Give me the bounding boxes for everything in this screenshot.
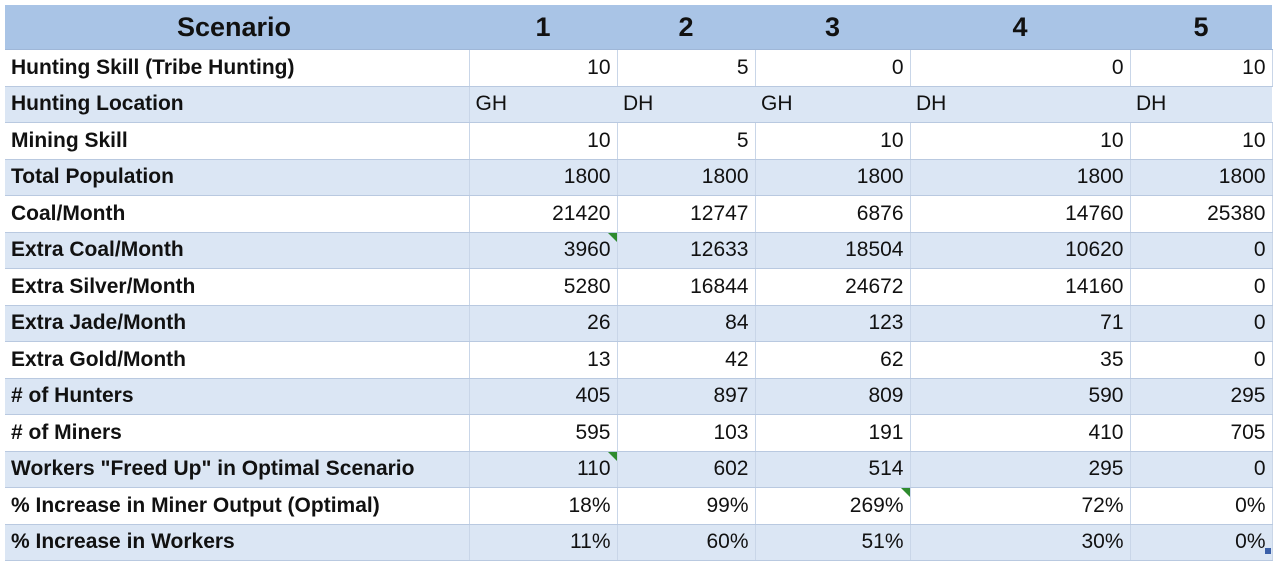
cell-scenario-3[interactable]: GH	[755, 86, 910, 123]
cell-scenario-5[interactable]: DH	[1130, 86, 1272, 123]
cell-scenario-1[interactable]: GH	[469, 86, 617, 123]
cell-scenario-4[interactable]: 14160	[910, 269, 1130, 306]
cell-scenario-1[interactable]: 110	[469, 451, 617, 488]
cell-scenario-2[interactable]: 60%	[617, 524, 755, 561]
cell-scenario-2[interactable]: 5	[617, 50, 755, 87]
cell-scenario-3[interactable]: 6876	[755, 196, 910, 233]
cell-scenario-2[interactable]: 897	[617, 378, 755, 415]
cell-scenario-3[interactable]: 1800	[755, 159, 910, 196]
cell-scenario-3[interactable]: 10	[755, 123, 910, 160]
cell-scenario-1[interactable]: 21420	[469, 196, 617, 233]
cell-scenario-4[interactable]: 14760	[910, 196, 1130, 233]
cell-scenario-3[interactable]: 24672	[755, 269, 910, 306]
cell-scenario-5[interactable]: 0%	[1130, 524, 1272, 561]
row-label[interactable]: Total Population	[5, 159, 469, 196]
row-label[interactable]: Hunting Skill (Tribe Hunting)	[5, 50, 469, 87]
row-label[interactable]: Coal/Month	[5, 196, 469, 233]
cell-scenario-4[interactable]: 10620	[910, 232, 1130, 269]
cell-scenario-3[interactable]: 809	[755, 378, 910, 415]
cell-scenario-1[interactable]: 595	[469, 415, 617, 452]
cell-scenario-4[interactable]: 10	[910, 123, 1130, 160]
row-label[interactable]: Extra Jade/Month	[5, 305, 469, 342]
row-label[interactable]: Mining Skill	[5, 123, 469, 160]
cell-scenario-3[interactable]: 51%	[755, 524, 910, 561]
cell-scenario-4[interactable]: 71	[910, 305, 1130, 342]
table-row	[5, 524, 1272, 561]
cell-scenario-5[interactable]: 25380	[1130, 196, 1272, 233]
cell-scenario-5[interactable]: 0	[1130, 232, 1272, 269]
cell-scenario-5[interactable]: 0	[1130, 451, 1272, 488]
cell-scenario-2[interactable]: 42	[617, 342, 755, 379]
cell-scenario-1[interactable]: 1800	[469, 159, 617, 196]
row-label[interactable]: Extra Gold/Month	[5, 342, 469, 379]
cell-scenario-1[interactable]: 18%	[469, 488, 617, 525]
cell-scenario-5[interactable]: 10	[1130, 123, 1272, 160]
cell-scenario-1[interactable]: 10	[469, 50, 617, 87]
table-row	[5, 451, 1272, 488]
cell-scenario-2[interactable]: 5	[617, 123, 755, 160]
cell-scenario-3[interactable]: 123	[755, 305, 910, 342]
cell-scenario-4[interactable]: DH	[910, 86, 1130, 123]
cell-scenario-4[interactable]: 35	[910, 342, 1130, 379]
cell-scenario-2[interactable]: 16844	[617, 269, 755, 306]
row-label[interactable]: % Increase in Miner Output (Optimal)	[5, 488, 469, 525]
row-label[interactable]: Extra Coal/Month	[5, 232, 469, 269]
cell-scenario-1[interactable]: 26	[469, 305, 617, 342]
row-label[interactable]: Workers "Freed Up" in Optimal Scenario	[5, 451, 469, 488]
cell-scenario-2[interactable]: 84	[617, 305, 755, 342]
cell-scenario-3[interactable]: 514	[755, 451, 910, 488]
cell-scenario-2[interactable]: 12633	[617, 232, 755, 269]
header-row	[5, 5, 1272, 50]
cell-scenario-2[interactable]: 99%	[617, 488, 755, 525]
cell-scenario-3[interactable]: 269%	[755, 488, 910, 525]
cell-scenario-4[interactable]: 295	[910, 451, 1130, 488]
table-row	[5, 159, 1272, 196]
cell-scenario-5[interactable]: 0	[1130, 305, 1272, 342]
cell-scenario-2[interactable]: 12747	[617, 196, 755, 233]
header-scenario-1[interactable]: 1	[469, 5, 617, 50]
cell-scenario-3[interactable]: 191	[755, 415, 910, 452]
cell-scenario-3[interactable]: 0	[755, 50, 910, 87]
cell-scenario-1[interactable]: 13	[469, 342, 617, 379]
cell-scenario-1[interactable]: 405	[469, 378, 617, 415]
header-scenario-3[interactable]: 3	[755, 5, 910, 50]
cell-scenario-2[interactable]: 1800	[617, 159, 755, 196]
row-label[interactable]: # of Hunters	[5, 378, 469, 415]
cell-scenario-4[interactable]: 1800	[910, 159, 1130, 196]
cell-scenario-1[interactable]: 5280	[469, 269, 617, 306]
table-row	[5, 415, 1272, 452]
table-row	[5, 50, 1272, 87]
header-scenario-4[interactable]: 4	[910, 5, 1130, 50]
cell-scenario-5[interactable]: 0	[1130, 269, 1272, 306]
cell-scenario-3[interactable]: 62	[755, 342, 910, 379]
cell-scenario-1[interactable]: 11%	[469, 524, 617, 561]
header-scenario-2[interactable]: 2	[617, 5, 755, 50]
cell-scenario-1[interactable]: 3960	[469, 232, 617, 269]
row-label[interactable]: # of Miners	[5, 415, 469, 452]
table-row	[5, 305, 1272, 342]
cell-scenario-5[interactable]: 0%	[1130, 488, 1272, 525]
cell-scenario-2[interactable]: 103	[617, 415, 755, 452]
table-row	[5, 86, 1272, 123]
cell-scenario-5[interactable]: 10	[1130, 50, 1272, 87]
table-row	[5, 196, 1272, 233]
cell-scenario-4[interactable]: 30%	[910, 524, 1130, 561]
header-scenario-label[interactable]: Scenario	[5, 5, 469, 50]
cell-scenario-5[interactable]: 295	[1130, 378, 1272, 415]
table-row	[5, 488, 1272, 525]
cell-scenario-1[interactable]: 10	[469, 123, 617, 160]
cell-scenario-5[interactable]: 0	[1130, 342, 1272, 379]
cell-scenario-5[interactable]: 1800	[1130, 159, 1272, 196]
row-label[interactable]: Hunting Location	[5, 86, 469, 123]
cell-scenario-4[interactable]: 410	[910, 415, 1130, 452]
table-row	[5, 269, 1272, 306]
selection-fill-handle[interactable]	[1265, 548, 1271, 554]
cell-scenario-2[interactable]: DH	[617, 86, 755, 123]
table-row	[5, 232, 1272, 269]
cell-scenario-2[interactable]: 602	[617, 451, 755, 488]
cell-scenario-3[interactable]: 18504	[755, 232, 910, 269]
cell-scenario-4[interactable]: 72%	[910, 488, 1130, 525]
table-row	[5, 378, 1272, 415]
cell-scenario-4[interactable]: 0	[910, 50, 1130, 87]
cell-scenario-4[interactable]: 590	[910, 378, 1130, 415]
row-label[interactable]: % Increase in Workers	[5, 524, 469, 561]
row-label[interactable]: Extra Silver/Month	[5, 269, 469, 306]
scenario-table	[5, 5, 1273, 561]
cell-scenario-5[interactable]: 705	[1130, 415, 1272, 452]
table-row	[5, 123, 1272, 160]
table-row	[5, 342, 1272, 379]
header-scenario-5[interactable]: 5	[1130, 5, 1272, 50]
